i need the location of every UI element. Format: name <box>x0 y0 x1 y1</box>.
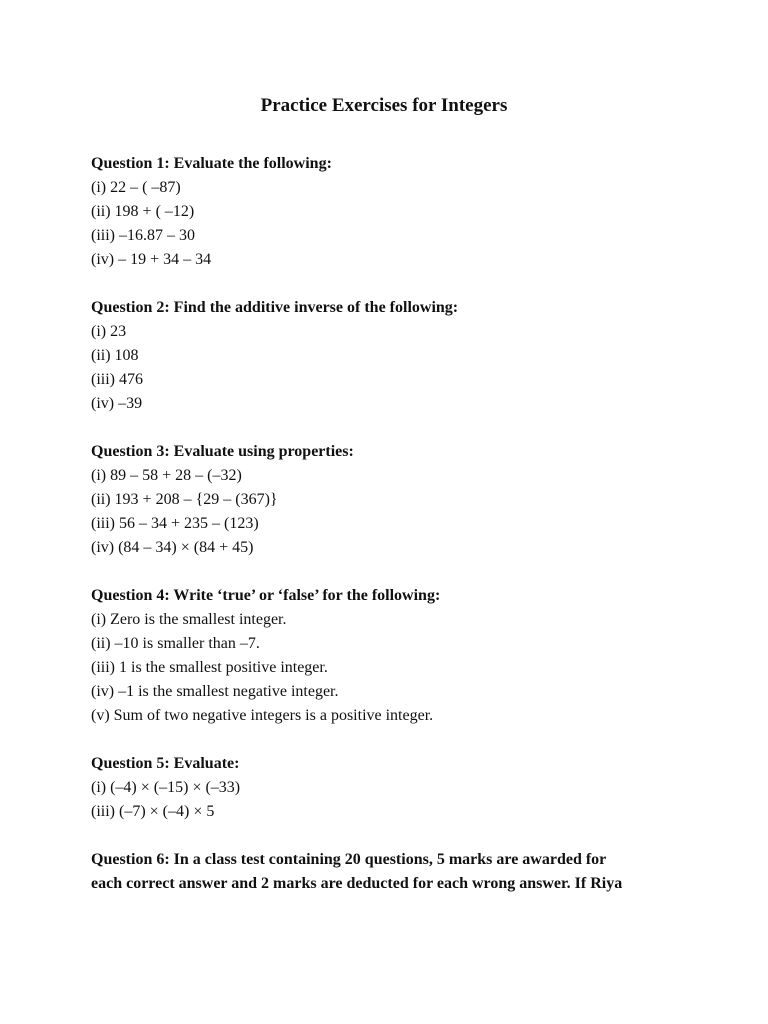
question-6 <box>91 848 691 896</box>
question-item: (iii) 56 – 34 + 235 – (123) <box>91 515 259 532</box>
question-1 <box>91 152 691 272</box>
question-item: (iii) 1 is the smallest positive integer. <box>91 659 328 676</box>
questions-list <box>91 152 691 920</box>
question-item: (iv) – 19 + 34 – 34 <box>91 251 212 268</box>
question-item: (iv) –1 is the smallest negative integer. <box>91 683 339 700</box>
question-item: (i) 22 – ( –87) <box>91 179 181 196</box>
question-item: (i) 23 <box>91 323 127 340</box>
question-item: (iii) –16.87 – 30 <box>91 227 195 244</box>
question-item: (i) 89 – 58 + 28 – (–32) <box>91 467 242 484</box>
question-item: (v) Sum of two negative integers is a positive integer. <box>91 707 434 724</box>
question-heading-line-2: each correct answer and 2 marks are deducted for each wrong answer. If Riya <box>91 875 623 892</box>
question-item: (ii) 108 <box>91 347 139 364</box>
question-item: (iii) 476 <box>91 371 143 388</box>
question-item: (ii) 193 + 208 – {29 – (367)} <box>91 491 278 508</box>
question-item: (i) Zero is the smallest integer. <box>91 611 287 628</box>
question-heading: Question 3: Evaluate using properties: <box>91 443 354 460</box>
question-heading: Question 4: Write ‘true’ or ‘false’ for the following: <box>91 587 441 604</box>
question-item: (iv) –39 <box>91 395 143 412</box>
question-heading: Question 2: Find the additive inverse of the following: <box>91 299 459 316</box>
question-3 <box>91 440 691 560</box>
question-item: (iii) (–7) × (–4) × 5 <box>91 803 215 820</box>
question-item: (ii) –10 is smaller than –7. <box>91 635 260 652</box>
question-heading: Question 1: Evaluate the following: <box>91 155 332 172</box>
question-item: (iv) (84 – 34) × (84 + 45) <box>91 539 254 556</box>
page-title: Practice Exercises for Integers <box>260 95 508 116</box>
question-4 <box>91 584 691 728</box>
question-item: (i) (–4) × (–15) × (–33) <box>91 779 241 796</box>
question-2 <box>91 296 691 416</box>
question-5 <box>91 752 691 824</box>
question-heading-line-1: Question 6: In a class test containing 20 questions, 5 marks are awarded for <box>91 851 607 868</box>
question-heading: Question 5: Evaluate: <box>91 755 240 772</box>
question-item: (ii) 198 + ( –12) <box>91 203 195 220</box>
